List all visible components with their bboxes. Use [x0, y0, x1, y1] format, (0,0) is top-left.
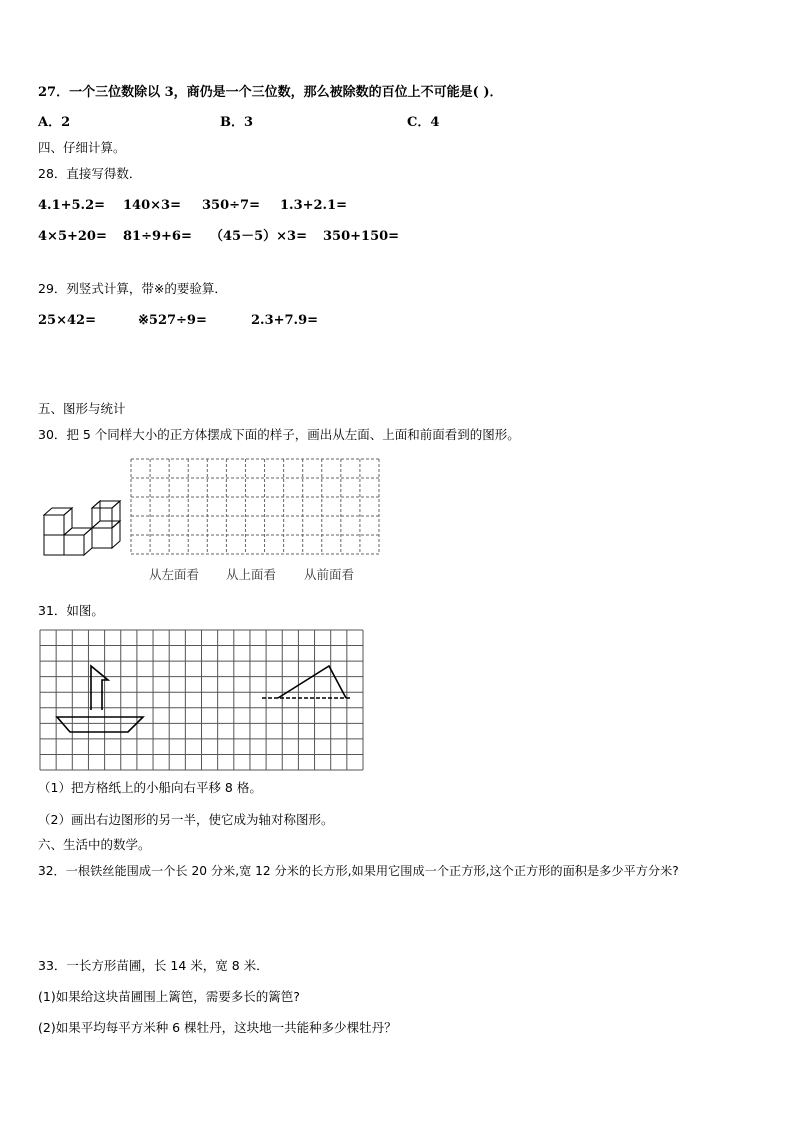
question-31: 31．如图。	[38, 603, 104, 618]
calc-item: 2.3+7.9=	[251, 313, 319, 328]
question-33-part-1: (1)如果给这块苗圃围上篱笆，需要多长的篱笆?	[38, 989, 300, 1004]
option-a: A．2	[38, 115, 71, 130]
calc-item: 4.1+5.2=	[38, 198, 106, 213]
section-5-title: 五、图形与统计	[38, 401, 126, 416]
view-label-left: 从左面看	[149, 567, 200, 582]
option-b: B．3	[220, 115, 254, 130]
question-30: 30．把 5 个同样大小的正方体摆成下面的样子，画出从左面、上面和前面看到的图形。	[38, 427, 520, 442]
calc-item: （45－5）×3=	[210, 229, 307, 244]
dashed-grid	[131, 459, 381, 555]
question-29: 29．列竖式计算，带※的要验算．	[38, 281, 227, 296]
calc-item: 25×42=	[38, 313, 96, 328]
boat-hull	[57, 717, 143, 732]
question-27: 27．一个三位数除以 3，商仍是一个三位数，那么被除数的百位上不可能是( )．	[38, 85, 503, 100]
question-33-part-2: (2)如果平均每平方米种 6 棵牡丹，这块地一共能种多少棵牡丹？	[38, 1020, 397, 1035]
option-c: C．4	[407, 115, 440, 130]
square-grid	[40, 630, 365, 772]
cube-figure	[40, 503, 120, 558]
question-31-part-1: （1）把方格纸上的小船向右平移 8 格。	[38, 780, 262, 795]
calc-item: 4×5+20=	[38, 229, 107, 244]
half-figure	[278, 666, 346, 698]
section-4-title: 四、仔细计算。	[38, 140, 126, 155]
section-6-title: 六、生活中的数学。	[38, 837, 151, 852]
question-28: 28．直接写得数．	[38, 166, 142, 181]
question-33: 33．一长方形苗圃，长 14 米，宽 8 米．	[38, 958, 269, 973]
boat-sail	[91, 666, 108, 710]
calc-item: 350+150=	[323, 229, 400, 244]
question-32: 32．一根铁丝能围成一个长 20 分米,宽 12 分米的长方形,如果用它围成一个正方形,这个正方形的面积是多少平方分米?	[38, 864, 679, 878]
calc-item: 1.3+2.1=	[280, 198, 348, 213]
calc-item: 140×3=	[123, 198, 181, 213]
view-label-top: 从上面看	[226, 567, 277, 582]
view-label-front: 从前面看	[304, 567, 355, 582]
calc-item: 81÷9+6=	[123, 229, 192, 244]
question-31-part-2: （2）画出右边图形的另一半，使它成为轴对称图形。	[38, 812, 334, 827]
calc-item: 350÷7=	[202, 198, 260, 213]
calc-item: ※527÷9=	[138, 313, 207, 328]
